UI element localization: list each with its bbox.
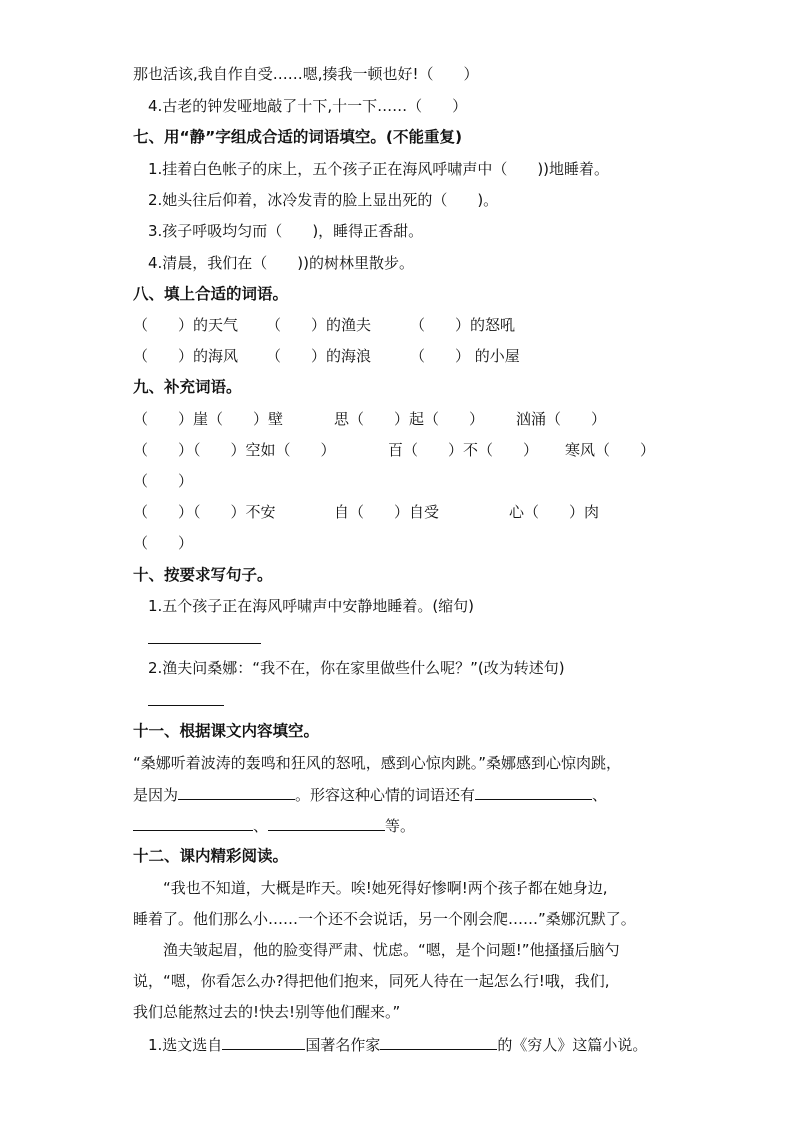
q12-para2-line3: 我们总能熬过去的!快去!别等他们醒来。” — [133, 1003, 401, 1021]
q7-item-4: 4.清晨，我们在（ ))的树林里散步。 — [148, 254, 415, 272]
q12-text-a: 1.选文选自 — [148, 1036, 223, 1054]
q11-heading: 十一、根据课文内容填空。 — [133, 722, 320, 740]
q8-row2-item2: （ ）的海浪 — [266, 347, 372, 365]
q12-item-1 — [148, 1033, 647, 1056]
q10-answer-line-1[interactable] — [148, 643, 261, 644]
q11-line-2 — [133, 783, 607, 806]
q12-blank-1[interactable] — [222, 1033, 305, 1050]
q7-item-1: 1.挂着白色帐子的床上，五个孩子正在海风呼啸声中（ ))地睡着。 — [148, 160, 610, 178]
q9-row2-item1: （ ）（ ）空如（ ） — [133, 441, 336, 459]
q9-row3-item2: 自（ ）自受 — [334, 503, 440, 521]
q9-row1-item2: 思（ ）起（ ） — [334, 410, 485, 428]
q11-text-a: 是因为 — [133, 786, 179, 804]
q11-text-b: 。形容这种心情的词语还有 — [295, 786, 476, 804]
q11-blank-1[interactable] — [178, 783, 295, 800]
q12-heading: 十二、课内精彩阅读。 — [133, 847, 289, 865]
q7-item-2: 2.她头往后仰着，冰冷发青的脸上显出死的（ )。 — [148, 191, 499, 209]
q10-answer-line-2[interactable] — [148, 705, 224, 706]
q11-text-d: 、 — [253, 817, 269, 835]
q12-para2-line2: 说，“嗯，你看怎么办?得把他们抱来，同死人待在一起怎么行!哦，我们, — [133, 972, 610, 990]
q9-heading: 九、补充词语。 — [133, 378, 242, 396]
q8-row2-item3: （ ） 的小屋 — [410, 347, 520, 365]
q6-item-4: 4.古老的钟发哑地敲了十下,十一下……（ ） — [148, 97, 468, 115]
q8-row1-item2: （ ）的渔夫 — [266, 316, 372, 334]
q11-line-1: “桑娜听着波涛的轰鸣和狂风的怒吼，感到心惊肉跳。”桑娜感到心惊肉跳， — [133, 754, 622, 772]
q12-para1-line1: “我也不知道，大概是昨天。唉!她死得好惨啊!两个孩子都在她身边, — [133, 879, 608, 897]
q12-blank-2[interactable] — [380, 1033, 497, 1050]
q12-para2-line1: 渔夫皱起眉，他的脸变得严肃、忧虑。“嗯，是个问题!”他搔搔后脑勺 — [133, 941, 620, 959]
q9-row2-item2: 百（ ）不（ ） — [388, 441, 539, 459]
q10-item-2: 2.渔夫问桑娜：“我不在，你在家里做些什么呢？”(改为转述句) — [148, 659, 565, 677]
q9-row3-item1: （ ）（ ）不安 — [133, 503, 276, 521]
q11-blank-3[interactable] — [133, 814, 253, 831]
q7-item-3: 3.孩子呼吸均匀而（ )，睡得正香甜。 — [148, 222, 424, 240]
q12-text-c: 的《穷人》这篇小说。 — [497, 1036, 648, 1054]
q6-line-continued: 那也活该,我自作自受……嗯,揍我一顿也好!（ ） — [133, 65, 479, 83]
q11-blank-4[interactable] — [268, 814, 385, 831]
q11-blank-2[interactable] — [475, 783, 592, 800]
q9-row3-item3: 心（ ）肉 — [509, 503, 600, 521]
q9-row2-wrap: （ ） — [133, 472, 194, 490]
q11-text-c: 、 — [592, 786, 608, 804]
q12-para1-line2: 睡着了。他们那么小……一个还不会说话，另一个刚会爬……”桑娜沉默了。 — [133, 910, 636, 928]
q8-row1-item3: （ ）的怒吼 — [410, 316, 516, 334]
q11-line-3 — [133, 814, 415, 837]
q9-row3-wrap: （ ） — [133, 534, 194, 552]
q11-text-e: 等。 — [385, 817, 416, 835]
q9-row1-item3: 汹涌（ ） — [516, 410, 607, 428]
q8-row1-item1: （ ）的天气 — [133, 316, 239, 334]
q8-heading: 八、填上合适的词语。 — [133, 285, 289, 303]
q9-row2-item3: 寒风（ ） — [565, 441, 656, 459]
q10-heading: 十、按要求写句子。 — [133, 566, 273, 584]
q9-row1-item1: （ ）崖（ ）壁 — [133, 410, 284, 428]
q7-heading: 七、用“静”字组成合适的词语填空。(不能重复) — [133, 128, 463, 146]
q12-text-b: 国著名作家 — [305, 1036, 381, 1054]
q10-item-1: 1.五个孩子正在海风呼啸声中安静地睡着。(缩句) — [148, 597, 475, 615]
q8-row2-item1: （ ）的海风 — [133, 347, 239, 365]
